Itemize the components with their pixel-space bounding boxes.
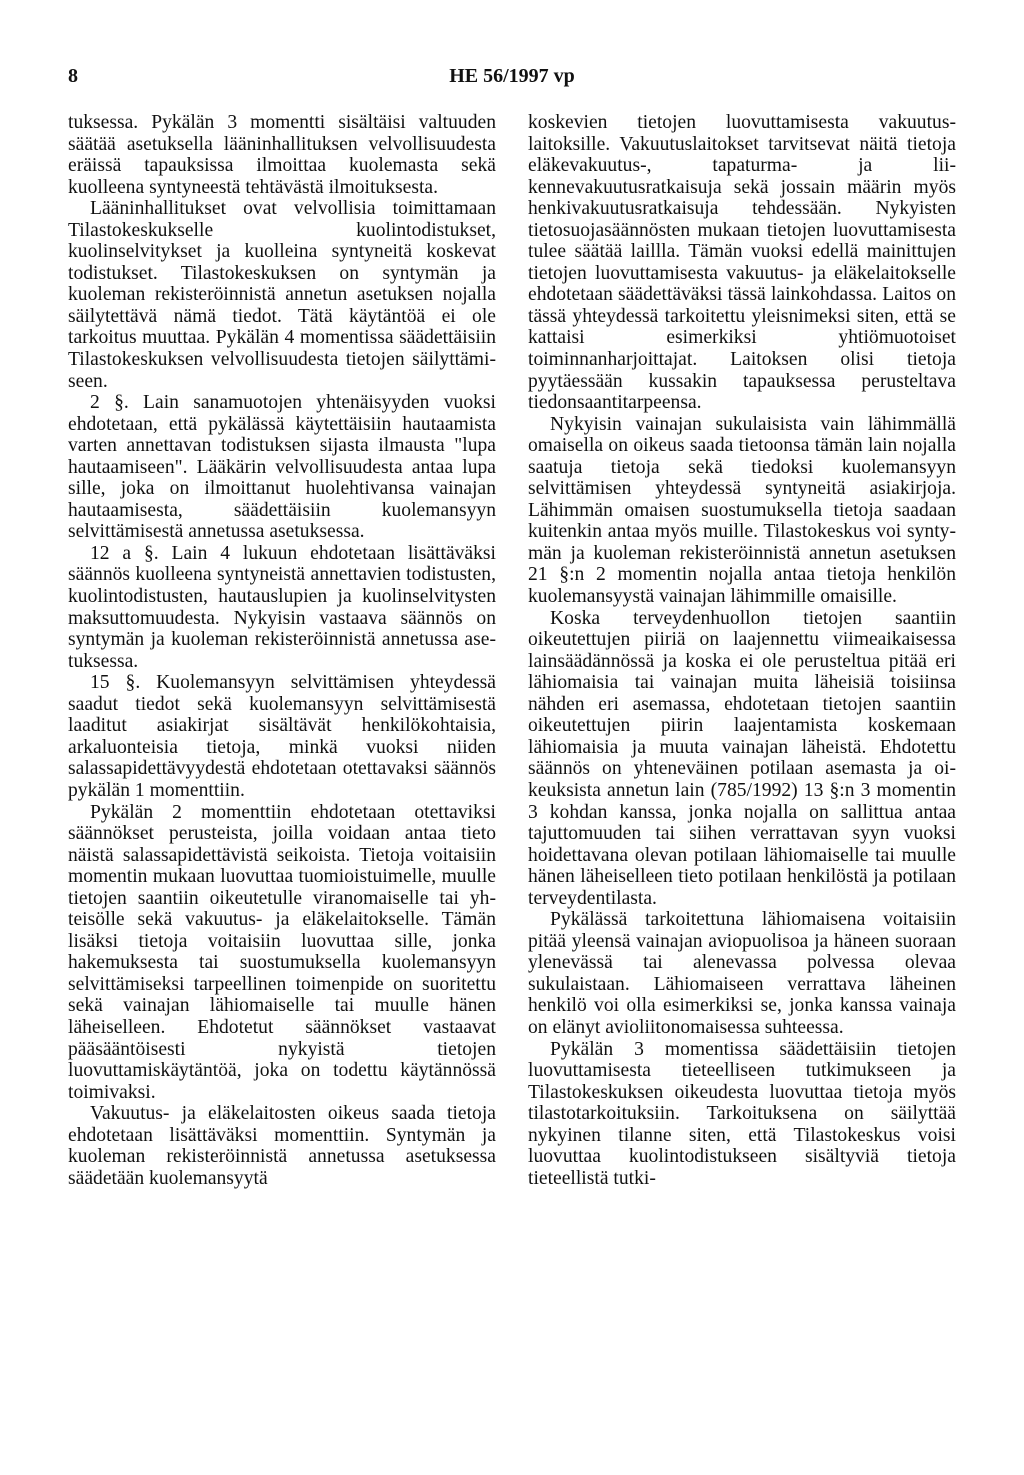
paragraph: Koska terveydenhuollon tietojen saantiin oikeutettujen piiriä on laajennettu viimeaikaisessa lainsäädännössä ja koska ei ole perusteltua pitää eri lähiomaisia tai vainajan muita läheisiä toisiinsa nähden eri asemassa, ehdotetaan tietojen saantiin oikeutettujen piirin laajentamista koskemaan lähiomaisia ja muuta vainajan läheistä. Ehdotettu säännös on yhteneväinen potilaan asemasta ja oikeuksista annetun lain (785/1992) 13 §:n 3 momentin 3 kohdan kanssa, jonka nojalla on sallittua antaa tajuttomuuden tai siihen verrattavan syyn vuoksi hoidettavana olevan potilaan lähiomaiselle tai muulle hänen läheiselleen tieto potilaan henkilöstä ja potilaan terveydentilasta. [528,607,956,909]
document-id: HE 56/1997 vp [449,65,575,87]
page-number: 8 [68,65,78,87]
paragraph: 2 §. Lain sanamuotojen yhtenäisyyden vuoksi ehdotetaan, että pykälässä käytettäisiin hautaamista varten annettavan todistuksen sijasta ilmausta "lupa hautaamiseen". Lääkärin velvollisuudesta antaa lupa sille, joka on ilmoittanut huolehtivansa vainajan hautaamisesta, säädettäisiin kuolemansyyn selvittämisestä annetussa asetuksessa. [68,392,496,543]
paragraph: koskevien tietojen luovuttamisesta vakuutuslaitoksille. Vakuutuslaitokset tarvitsevat näitä tietoja eläkevakuutus-, tapaturma- ja liikennevakuutusratkaisuja sekä jossain määrin myös henkivakuutusratkaisuja tehdessään. Nykyisten tietosuojasäännösten mukaan tietojen luovuttamisesta tulee säätää laillla. Tämän vuoksi edellä mainittujen tietojen luovuttamisesta vakuutus- ja eläkelaitokselle ehdotetaan säädettäväksi tässä lainkohdassa. Laitos on tässä yhteydessä tarkoitettu yleisnimeksi siten, että se kattaisi esimerkiksi yhtiömuotoiset toiminnanharjoittajat. Laitoksen olisi tietoja pyytäessään kussakin tapauksessa perusteltava tiedonsaantitarpeensa. [528,112,956,414]
paragraph: 12 a §. Lain 4 lukuun ehdotetaan lisättäväksi säännös kuolleena syntyneistä annettavien todistusten, kuolintodistusten, hautauslupien ja kuolinselvitysten maksuttomuudesta. Nykyisin vastaava säännös on syntymän ja kuoleman rekisteröinnistä annetussa asetuksessa. [68,542,496,672]
paragraph: Vakuutus- ja eläkelaitosten oikeus saada tietoja ehdotetaan lisättäväksi momenttiin. Syntymän ja kuoleman rekisteröinnistä annetussa asetuksessa säädetään kuolemansyytä [68,1103,496,1189]
paragraph: Nykyisin vainajan sukulaisista vain lähimmällä omaisella on oikeus saada tietoonsa tämän lain nojalla saatuja tietoja sekä tiedoksi kuolemansyyn selvittämisen yhteydessä syntyneitä asiakirjoja. Lähimmän omaisen suostumuksella tietoja saadaan kuitenkin antaa myös muille. Tilastokeskus voi syntymän ja kuoleman rekisteröinnistä annetun asetuksen 21 §:n 2 momentin nojalla antaa tietoja henkilön kuolemansyystä vainajan lähimmille omaisille. [528,413,956,608]
paragraph: 15 §. Kuolemansyyn selvittämisen yhteydessä saadut tiedot sekä kuolemansyyn selvittämisestä laaditut asiakirjat sisältävät henkilökohtaisia, arkaluonteisia tietoja, minkä vuoksi niiden salassapidettävyydestä ehdotetaan otettavaksi säännös pykälän 1 momenttiin. [68,672,496,801]
paragraph: Pykälän 3 momentissa säädettäisiin tietojen luovuttamisesta tieteelliseen tutkimukseen ja Tilastokeskuksen oikeudesta luovuttaa tietoja myös tilastotarkoituksiin. Tarkoituksena on säilyttää nykyinen tilanne siten, että Tilastokeskus voisi luovuttaa kuolintodistukseen sisältyviä tietoja tieteellistä tutki- [528,1038,956,1189]
paragraph: Lääninhallitukset ovat velvollisia toimittamaan Tilastokeskukselle kuolintodistukset, kuolinselvitykset ja kuolleina syntyneitä koskevat todistukset. Tilastokeskuksen on syntymän ja kuoleman rekisteröinnistä annetun asetuksen nojalla säilytettävä nämä tiedot. Tätä käytäntöä ei ole tarkoitus muuttaa. Pykälän 4 momentissa säädettäisiin Tilastokeskuksen velvollisuudesta tietojen säilyttämiseen. [68,198,496,392]
left-column [68,112,496,1189]
paragraph: tuksessa. Pykälän 3 momentti sisältäisi valtuuden säätää asetuksella lääninhallituksen velvollisuudesta eräissä tapauksissa ilmoittaa kuolemasta sekä kuolleena syntyneestä tehtävästä ilmoituksesta. [68,112,496,198]
paragraph: Pykälän 2 momenttiin ehdotetaan otettaviksi säännökset perusteista, joilla voidaan antaa tieto näistä salassapidettävistä seikoista. Tietoja voitaisiin momentin mukaan luovuttaa tuomioistuimelle, muulle tietojen saantiin oikeutetulle viranomaiselle tai yhteisölle sekä vakuutus- ja eläkelaitokselle. Tämän lisäksi tietoja voitaisiin luovuttaa sille, jonka hakemuksesta tai suostumuksella kuolemansyyn selvittämiseksi tarpeellinen toimenpide on suoritettu sekä vainajan lähiomaiselle tai muulle hänen läheiselleen. Ehdotetut säännökset vastaavat pääsääntöisesti nykyistä tietojen luovuttamiskäytäntöä, joka on todettu käytännössä toimivaksi. [68,801,496,1103]
right-column [528,112,956,1189]
paragraph: Pykälässä tarkoitettuna lähiomaisena voitaisiin pitää yleensä vainajan aviopuolisoa ja häneen suoraan ylenevässä tai alenevassa polvessa olevaa sukulaistaan. Lähiomaiseen verrattava läheinen henkilö voi olla esimerkiksi se, jonka kanssa vainaja on elänyt avioliitonomaisessa suhteessa. [528,909,956,1038]
